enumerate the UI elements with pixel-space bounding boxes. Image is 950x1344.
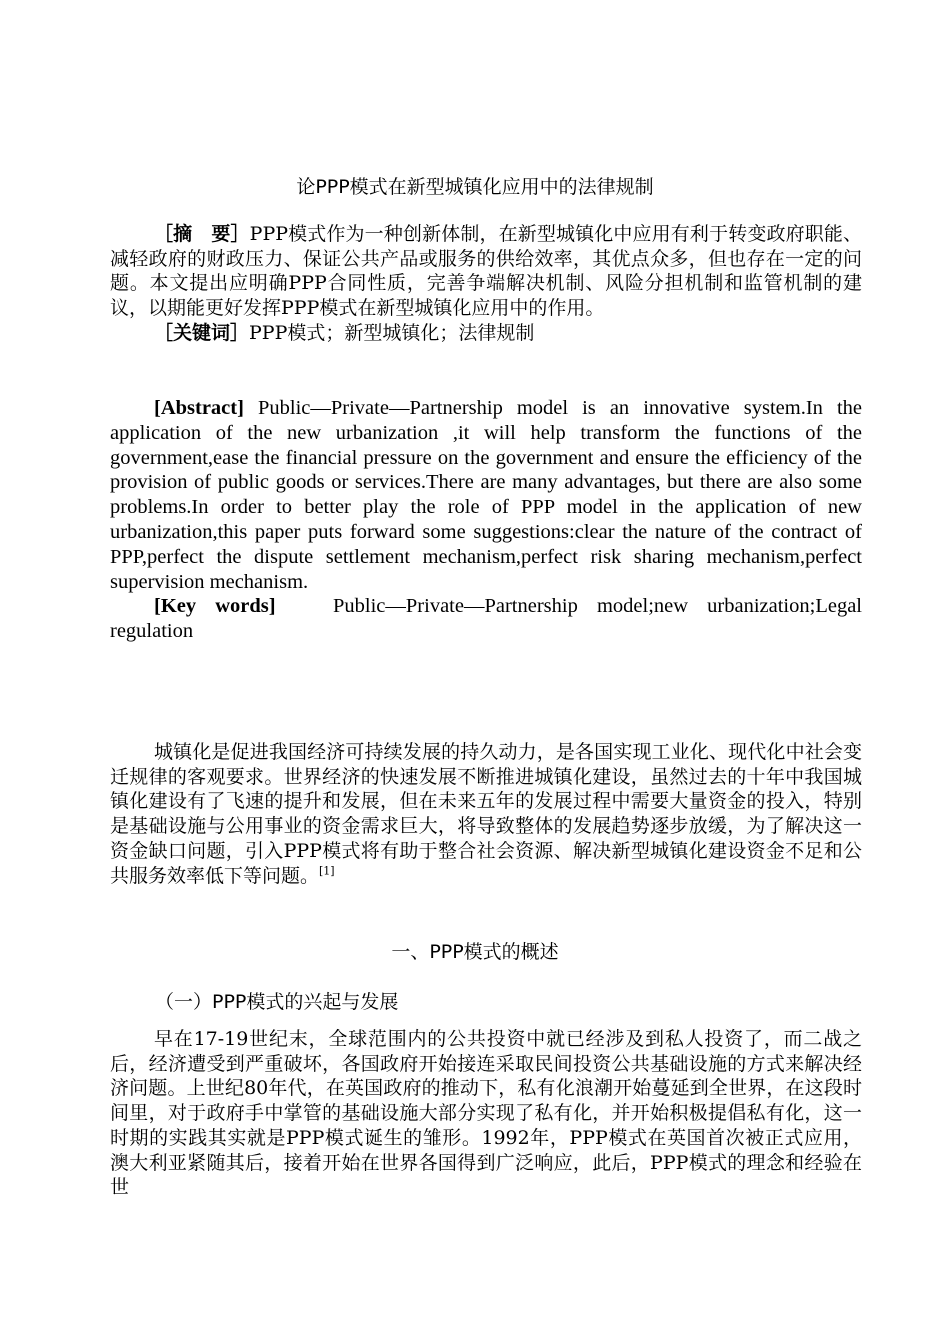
introduction-text: 城镇化是促进我国经济可持续发展的持久动力，是各国实现工业化、现代化中社会变迁规律的客观要求。世界经济的快速发展不断推进城镇化建设，虽然过去的十年中我国城镇化建设有了飞速的提升和发展，但在未来五年的发展过程中需要大量资金的投入，特别是基础设施与公用事业的资金需求巨大，将导致整体的发展趋势逐步放缓，为了解决这一资金缺口问题，引入PPP模式将有助于整合社会资源、解决新型城镇化建设资金不足和公共服务效率低下等问题。 [110, 741, 862, 887]
abstract-cn-label: ［摘 要］ [154, 223, 250, 245]
keywords-en-paragraph [110, 594, 862, 644]
paper-title: 论PPP模式在新型城镇化应用中的法律规制 [296, 176, 654, 198]
section-body-paragraph: 早在17-19世纪末，全球范围内的公共投资中就已经涉及到私人投资了，而二战之后，经济遭受到严重破坏，各国政府开始接连采取民间投资公共基础设施的方式来解决经济问题。上世纪80年代，在英国政府的推动下，私有化浪潮开始蔓延到全世界，在这段时间里，对于政府手中掌管的基础设施大部分实现了私有化，并开始积极提倡私有化，这一时期的实践其实就是PPP模式诞生的雏形。1992年，PPP模式在英国首次被正式应用，澳大利亚紧随其后，接着开始在世界各国得到广泛响应，此后，PPP模式的理念和经验在世 [110, 1028, 862, 1199]
keywords-en-label: [Key words] [154, 595, 276, 618]
section-body-block [110, 1027, 862, 1200]
abstract-cn-paragraph [110, 222, 862, 321]
abstract-en-text: Public—Private—Partnership model is an innovative system.In the application of the new urbanization ,it will help transform the functions of the government,ease the financial pressure on the government and ensure the efficiency of the provision of public goods or services.There are many advantages, but there are also some problems.In order to better play the role of PPP model in the application of new urbanization,this paper puts forward some suggestions:clear the nature of the contract of PPP,perfect the dispute settlement mechanism,perfect risk sharing mechanism,perfect supervision mechanism. [110, 397, 862, 593]
introduction-paragraph [110, 740, 862, 888]
subsection-heading: （一）PPP模式的兴起与发展 [155, 991, 399, 1013]
chinese-abstract-block [110, 222, 862, 346]
introduction-block [110, 740, 862, 888]
english-abstract-block [110, 396, 862, 644]
abstract-cn-text: PPP模式作为一种创新体制，在新型城镇化中应用有利于转变政府职能、减轻政府的财政压力、保证公共产品或服务的供给效率，其优点众多，但也存在一定的问题。本文提出应明确PPP合同性质，完善争端解决机制、风险分担机制和监管机制的建议，以期能更好发挥PPP模式在新型城镇化应用中的作用。 [110, 223, 862, 320]
keywords-cn-label: ［关键词］ [154, 321, 250, 344]
abstract-en-paragraph [110, 396, 862, 594]
section-heading: 一、PPP模式的概述 [391, 941, 559, 963]
footnote-marker: [1] [319, 864, 335, 878]
keywords-en-text: Public—Private—Partnership model;new urbanization;Legal regulation [110, 595, 862, 643]
keywords-cn-paragraph [110, 321, 862, 346]
keywords-cn-text: PPP模式；新型城镇化；法律规制 [249, 321, 535, 344]
abstract-en-label: [Abstract] [154, 397, 244, 419]
